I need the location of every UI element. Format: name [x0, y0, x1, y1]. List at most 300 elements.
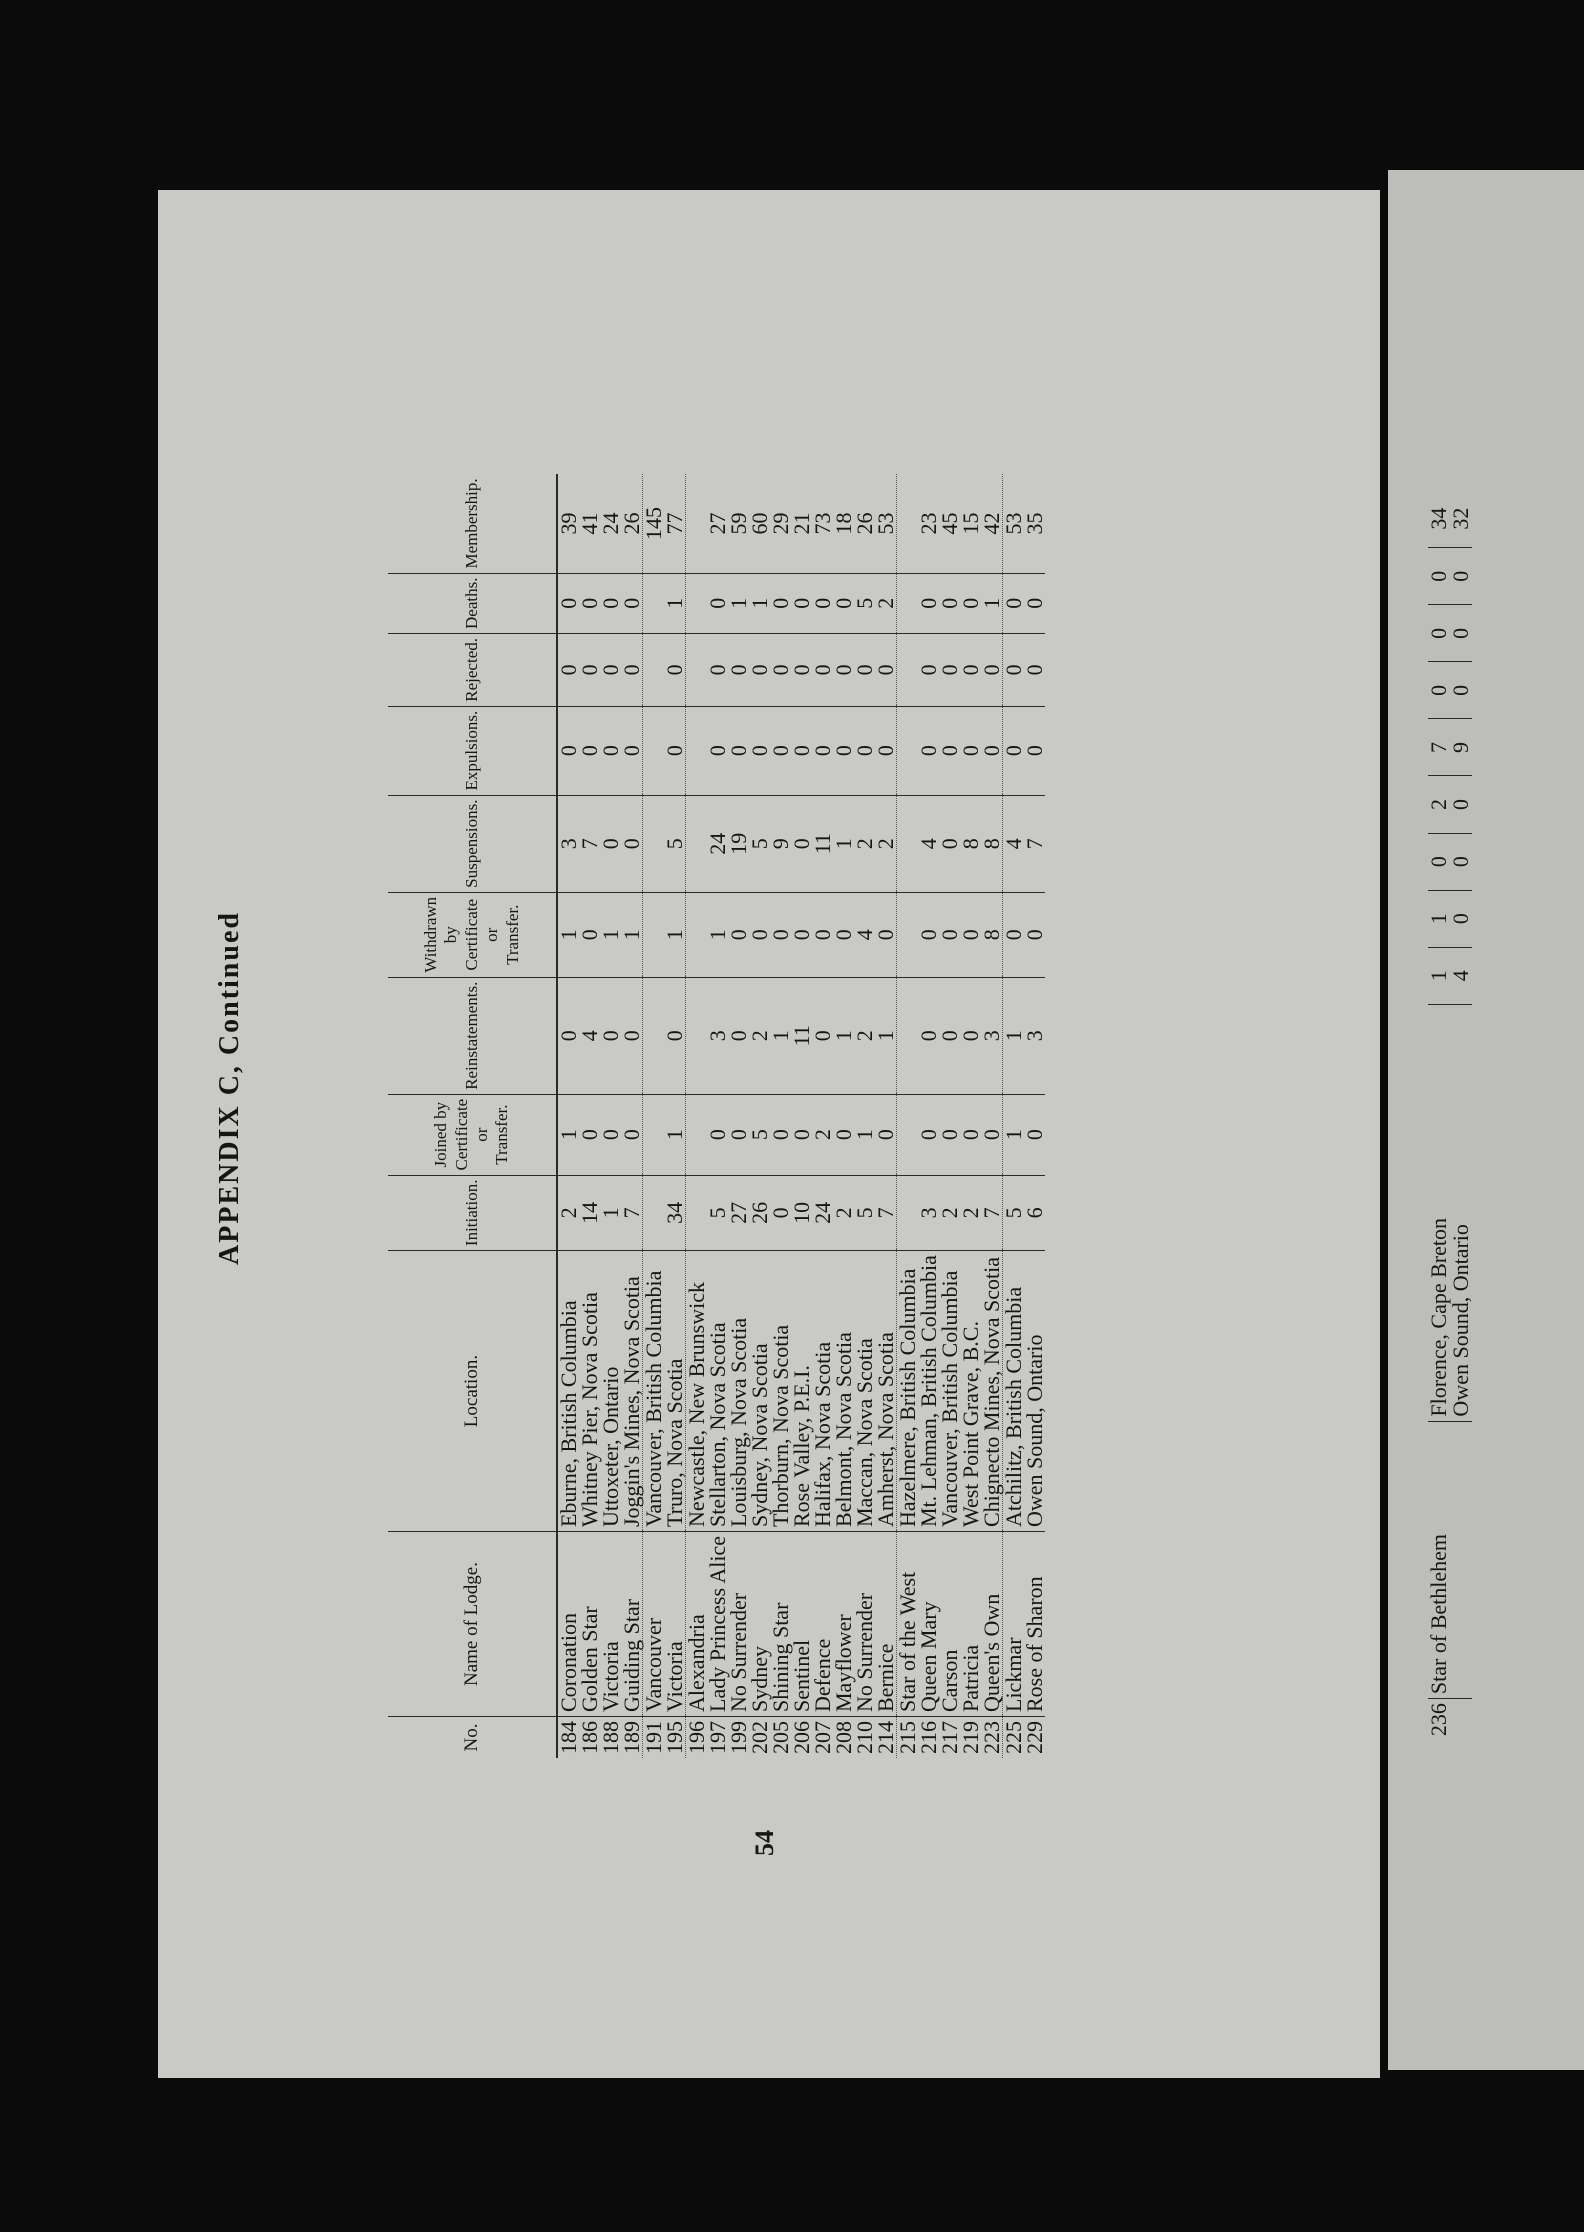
value-cell: [686, 474, 708, 573]
lodge-name-cell: Shining Star: [770, 1532, 791, 1717]
value-cell: 23: [918, 474, 939, 573]
lodge-location-cell: Owen Sound, Ontario: [1024, 1251, 1045, 1532]
value-cell: 0: [960, 573, 981, 633]
value-cell: 3: [981, 977, 1003, 1094]
value-cell: 1: [1428, 947, 1450, 1004]
value-cell: 0: [981, 706, 1003, 795]
value-cell: [686, 634, 708, 707]
value-cell: 0: [939, 573, 960, 633]
lodge-number-cell: 184: [556, 1721, 581, 1754]
value-cell: 4: [579, 977, 600, 1094]
lodge-number-cell: 225: [1003, 1717, 1025, 1759]
value-cell: [897, 474, 919, 573]
value-cell: [643, 573, 665, 633]
lodge-name-cell: Sydney: [749, 1532, 770, 1717]
value-cell: 60: [749, 474, 770, 573]
header-initiation: Initiation.: [388, 1175, 557, 1251]
page-title: APPENDIX C, Continued: [214, 911, 245, 1265]
lodge-number-cell: 207: [810, 1721, 835, 1754]
header-withdrawn: Withdrawn by Certificate or Transfer.: [388, 892, 557, 977]
value-cell: 24: [812, 1175, 833, 1251]
value-cell: 32: [1450, 490, 1472, 548]
value-cell: 0: [707, 634, 728, 707]
header-no: No.: [388, 1717, 557, 1759]
table-row: [897, 474, 919, 1758]
value-cell: 9: [770, 795, 791, 892]
value-cell: 0: [918, 1094, 939, 1175]
value-cell: 0: [1428, 662, 1450, 719]
value-cell: 0: [918, 892, 939, 977]
value-cell: [686, 573, 708, 633]
value-cell: 0: [812, 634, 833, 707]
value-cell: [686, 1175, 708, 1251]
lodge-number-cell: 205: [768, 1721, 793, 1754]
lodge-name-cell: Golden Star: [579, 1532, 600, 1717]
table-body: [557, 474, 1045, 1758]
lodge-location-cell: Atchilitz, British Columbia: [1003, 1251, 1025, 1532]
value-cell: 0: [981, 634, 1003, 707]
next-page-table: [1428, 490, 1472, 1750]
header-expulsions: Expulsions.: [388, 706, 557, 795]
lodge-name-cell: Mayflower: [833, 1532, 854, 1717]
value-cell: [686, 892, 708, 977]
value-cell: 0: [1003, 892, 1025, 977]
lodge-location-cell: Vancouver, British Columbia: [939, 1251, 960, 1532]
value-cell: 0: [791, 892, 812, 977]
next-page-edge: [1388, 170, 1584, 2070]
table-row: [600, 474, 621, 1758]
lodge-number-cell: 216: [916, 1721, 941, 1754]
lodge-location-cell: Halifax, Nova Scotia: [812, 1251, 833, 1532]
value-cell: 0: [791, 706, 812, 795]
value-cell: 0: [770, 634, 791, 707]
value-cell: 0: [557, 573, 579, 633]
value-cell: 0: [749, 634, 770, 707]
table-row: [707, 474, 728, 1758]
value-cell: [643, 706, 665, 795]
rotated-page-content: [158, 190, 1380, 2078]
lodge-number-cell: 191: [643, 1717, 665, 1759]
value-cell: 18: [833, 474, 854, 573]
value-cell: 2: [1428, 776, 1450, 833]
value-cell: 0: [812, 706, 833, 795]
value-cell: 0: [875, 634, 897, 707]
lodge-name-cell: Rose of Sharon: [1024, 1532, 1045, 1717]
value-cell: 2: [960, 1175, 981, 1251]
value-cell: 0: [918, 706, 939, 795]
value-cell: 2: [833, 1175, 854, 1251]
value-cell: 0: [833, 892, 854, 977]
value-cell: 2: [854, 795, 875, 892]
table-row: [1428, 490, 1450, 1750]
value-cell: [897, 1094, 919, 1175]
value-cell: 5: [749, 795, 770, 892]
value-cell: 0: [770, 892, 791, 977]
value-cell: 0: [707, 706, 728, 795]
table-row: [981, 474, 1003, 1758]
lodge-number-cell: 210: [852, 1721, 877, 1754]
value-cell: 0: [960, 706, 981, 795]
value-cell: 1: [833, 795, 854, 892]
value-cell: 0: [1003, 634, 1025, 707]
lodge-name-cell: Star of Bethlehem: [1428, 1421, 1450, 1699]
value-cell: 0: [791, 573, 812, 633]
value-cell: 0: [579, 573, 600, 633]
lodge-name-cell: Lady Princess Alice: [707, 1532, 728, 1717]
value-cell: 1: [664, 1094, 686, 1175]
value-cell: 1: [770, 977, 791, 1094]
lodge-location-cell: Florence, Cape Breton: [1428, 1004, 1450, 1421]
value-cell: 0: [812, 573, 833, 633]
value-cell: 6: [1024, 1175, 1045, 1251]
table-row: [749, 474, 770, 1758]
value-cell: 0: [579, 892, 600, 977]
lodge-number-cell: [1450, 1699, 1472, 1750]
value-cell: 53: [875, 474, 897, 573]
lodge-location-cell: Owen Sound, Ontario: [1450, 1004, 1472, 1421]
value-cell: 0: [1024, 892, 1045, 977]
header-location: Location.: [388, 1251, 557, 1532]
value-cell: 0: [939, 977, 960, 1094]
lodge-name-cell: Coronation: [557, 1532, 579, 1717]
value-cell: 1: [1428, 890, 1450, 947]
header-joined: Joined by Certificate or Transfer.: [388, 1094, 557, 1175]
value-cell: 0: [579, 634, 600, 707]
value-cell: 2: [875, 795, 897, 892]
value-cell: 0: [621, 706, 643, 795]
value-cell: 35: [1024, 474, 1045, 573]
lodge-location-cell: Vancouver, British Columbia: [643, 1251, 665, 1532]
value-cell: 5: [854, 573, 875, 633]
lodge-location-cell: West Point Grave, B.C.: [960, 1251, 981, 1532]
value-cell: 0: [875, 706, 897, 795]
value-cell: 0: [939, 892, 960, 977]
value-cell: 1: [600, 892, 621, 977]
value-cell: 0: [833, 573, 854, 633]
value-cell: 0: [833, 706, 854, 795]
value-cell: 0: [1024, 1094, 1045, 1175]
table-row: [557, 474, 579, 1758]
value-cell: 0: [600, 795, 621, 892]
value-cell: 0: [749, 892, 770, 977]
value-cell: 0: [1428, 548, 1450, 605]
value-cell: 7: [875, 1175, 897, 1251]
value-cell: 0: [1428, 605, 1450, 662]
lodge-name-cell: Bernice: [875, 1532, 897, 1717]
value-cell: 0: [600, 1094, 621, 1175]
value-cell: 7: [1428, 719, 1450, 776]
value-cell: 0: [664, 977, 686, 1094]
value-cell: 0: [918, 977, 939, 1094]
lodge-number-cell: 236: [1426, 1703, 1451, 1737]
value-cell: 34: [1428, 490, 1450, 548]
lodge-number-cell: 196: [686, 1717, 708, 1759]
value-cell: 0: [728, 892, 749, 977]
value-cell: 2: [854, 977, 875, 1094]
value-cell: 0: [557, 706, 579, 795]
value-cell: 1: [1003, 977, 1025, 1094]
value-cell: 0: [939, 795, 960, 892]
value-cell: 26: [621, 474, 643, 573]
value-cell: 0: [960, 1094, 981, 1175]
value-cell: 0: [875, 892, 897, 977]
value-cell: [686, 1094, 708, 1175]
lodge-name-cell: Star of the West: [897, 1532, 919, 1717]
value-cell: 4: [854, 892, 875, 977]
value-cell: 0: [600, 573, 621, 633]
lodge-location-cell: Sydney, Nova Scotia: [749, 1251, 770, 1532]
value-cell: 0: [1450, 833, 1472, 890]
value-cell: 0: [812, 977, 833, 1094]
value-cell: 0: [1024, 634, 1045, 707]
value-cell: 15: [960, 474, 981, 573]
value-cell: 0: [600, 706, 621, 795]
value-cell: 1: [557, 1094, 579, 1175]
value-cell: 2: [557, 1175, 579, 1251]
value-cell: 45: [939, 474, 960, 573]
lodge-number-cell: 229: [1022, 1721, 1047, 1754]
value-cell: 5: [707, 1175, 728, 1251]
value-cell: 1: [557, 892, 579, 977]
lodge-name-cell: Queen Mary: [918, 1532, 939, 1717]
value-cell: 21: [791, 474, 812, 573]
value-cell: 3: [918, 1175, 939, 1251]
value-cell: 11: [791, 977, 812, 1094]
value-cell: 0: [1024, 706, 1045, 795]
lodge-location-cell: Joggin's Mines, Nova Scotia: [621, 1251, 643, 1532]
value-cell: 59: [728, 474, 749, 573]
value-cell: 1: [854, 1094, 875, 1175]
header-reinstatements: Reinstatements.: [388, 977, 557, 1094]
value-cell: 27: [707, 474, 728, 573]
value-cell: 53: [1003, 474, 1025, 573]
value-cell: 0: [557, 634, 579, 707]
value-cell: 3: [557, 795, 579, 892]
lodge-name-cell: No Surrender: [728, 1532, 749, 1717]
value-cell: 7: [981, 1175, 1003, 1251]
next-page-table-body: [1428, 490, 1472, 1750]
table-row: [791, 474, 812, 1758]
lodge-location-cell: Rose Valley, P.E.I.: [791, 1251, 812, 1532]
value-cell: 0: [621, 1094, 643, 1175]
value-cell: 0: [579, 706, 600, 795]
value-cell: 0: [1450, 662, 1472, 719]
header-name-of-lodge: Name of Lodge.: [388, 1532, 557, 1717]
value-cell: [686, 977, 708, 1094]
value-cell: 0: [728, 706, 749, 795]
value-cell: 0: [833, 634, 854, 707]
value-cell: 0: [960, 977, 981, 1094]
value-cell: 0: [770, 706, 791, 795]
value-cell: 0: [1450, 776, 1472, 833]
value-cell: 5: [664, 795, 686, 892]
lodge-number-cell: 189: [619, 1721, 644, 1754]
value-cell: [643, 892, 665, 977]
lodge-number-cell: 186: [577, 1721, 602, 1754]
header-suspensions: Suspensions.: [388, 795, 557, 892]
value-cell: 0: [918, 573, 939, 633]
value-cell: 7: [621, 1175, 643, 1251]
value-cell: 24: [600, 474, 621, 573]
value-cell: 0: [875, 1094, 897, 1175]
lodge-location-cell: Louisburg, Nova Scotia: [728, 1251, 749, 1532]
value-cell: 0: [770, 573, 791, 633]
value-cell: 0: [707, 1094, 728, 1175]
lodge-name-cell: [1450, 1421, 1472, 1699]
value-cell: 34: [664, 1175, 686, 1251]
value-cell: 0: [791, 1094, 812, 1175]
value-cell: 0: [981, 1094, 1003, 1175]
value-cell: 0: [770, 1175, 791, 1251]
lodge-name-cell: Sentinel: [791, 1532, 812, 1717]
lodge-location-cell: Stellarton, Nova Scotia: [707, 1251, 728, 1532]
value-cell: 1: [875, 977, 897, 1094]
table-row: [1450, 490, 1472, 1750]
value-cell: 5: [854, 1175, 875, 1251]
lodge-location-cell: Newcastle, New Brunswick: [686, 1251, 708, 1532]
value-cell: 0: [1428, 833, 1450, 890]
value-cell: 2: [875, 573, 897, 633]
table-row: [833, 474, 854, 1758]
value-cell: 4: [1450, 947, 1472, 1004]
value-cell: [686, 795, 708, 892]
lodge-name-cell: No Surrender: [854, 1532, 875, 1717]
lodge-number-cell: 208: [831, 1721, 856, 1754]
value-cell: 29: [770, 474, 791, 573]
value-cell: 26: [749, 1175, 770, 1251]
value-cell: 0: [600, 977, 621, 1094]
value-cell: 24: [707, 795, 728, 892]
value-cell: [897, 706, 919, 795]
lodge-name-cell: Defence: [812, 1532, 833, 1717]
table-row: [918, 474, 939, 1758]
value-cell: 1: [621, 892, 643, 977]
value-cell: [643, 795, 665, 892]
lodge-number-cell: 223: [979, 1721, 1004, 1754]
lodge-name-cell: Victoria: [600, 1532, 621, 1717]
lodge-number-cell: 215: [897, 1717, 919, 1759]
value-cell: 73: [812, 474, 833, 573]
value-cell: 41: [579, 474, 600, 573]
value-cell: 0: [939, 706, 960, 795]
table-row: [770, 474, 791, 1758]
value-cell: 1: [981, 573, 1003, 633]
lodge-name-cell: Guiding Star: [621, 1532, 643, 1717]
lodge-location-cell: Hazelmere, British Columbia: [897, 1251, 919, 1532]
value-cell: 1: [728, 573, 749, 633]
header-deaths: Deaths.: [388, 573, 557, 633]
value-cell: 0: [1450, 548, 1472, 605]
lodge-location-cell: Chignecto Mines, Nova Scotia: [981, 1251, 1003, 1532]
value-cell: 0: [728, 1094, 749, 1175]
value-cell: 0: [621, 795, 643, 892]
lodge-number-cell: 206: [789, 1721, 814, 1754]
value-cell: 0: [1003, 706, 1025, 795]
value-cell: 0: [939, 1094, 960, 1175]
lodge-name-cell: Queen's Own: [981, 1532, 1003, 1717]
value-cell: 4: [918, 795, 939, 892]
value-cell: 1: [707, 892, 728, 977]
lodge-name-cell: Victoria: [664, 1532, 686, 1717]
value-cell: 0: [1024, 573, 1045, 633]
value-cell: 1: [664, 573, 686, 633]
lodge-number-cell: 195: [662, 1721, 687, 1754]
lodge-number-cell: 197: [705, 1721, 730, 1754]
lodge-name-cell: Vancouver: [643, 1532, 665, 1717]
value-cell: 3: [707, 977, 728, 1094]
value-cell: [897, 634, 919, 707]
value-cell: 2: [939, 1175, 960, 1251]
value-cell: 10: [791, 1175, 812, 1251]
table-row: [960, 474, 981, 1758]
value-cell: 8: [981, 892, 1003, 977]
header-membership: Membership.: [388, 474, 557, 573]
lodge-number-cell: 202: [747, 1721, 772, 1754]
lodge-number-cell: 199: [726, 1721, 751, 1754]
value-cell: 1: [600, 1175, 621, 1251]
lodge-location-cell: Mt. Lehman, British Columbia: [918, 1251, 939, 1532]
value-cell: 0: [812, 892, 833, 977]
value-cell: 39: [557, 474, 579, 573]
next-page-rotated-content: [1388, 170, 1584, 2070]
value-cell: 19: [728, 795, 749, 892]
value-cell: [897, 795, 919, 892]
value-cell: 5: [749, 1094, 770, 1175]
lodge-name-cell: Carson: [939, 1532, 960, 1717]
table-row: [812, 474, 833, 1758]
value-cell: 9: [1450, 719, 1472, 776]
table-row: [939, 474, 960, 1758]
table-row: [579, 474, 600, 1758]
table-row: [621, 474, 643, 1758]
value-cell: [897, 892, 919, 977]
value-cell: 5: [1003, 1175, 1025, 1251]
scanned-page: [158, 190, 1380, 2078]
value-cell: 7: [1024, 795, 1045, 892]
lodge-location-cell: Uttoxeter, Ontario: [600, 1251, 621, 1532]
value-cell: [897, 1175, 919, 1251]
value-cell: 7: [579, 795, 600, 892]
lodge-returns-table: [388, 474, 1045, 1758]
value-cell: 0: [960, 892, 981, 977]
value-cell: 14: [579, 1175, 600, 1251]
lodge-location-cell: Amherst, Nova Scotia: [875, 1251, 897, 1532]
value-cell: 0: [621, 977, 643, 1094]
value-cell: 0: [833, 1094, 854, 1175]
value-cell: 0: [960, 634, 981, 707]
table-row: [643, 474, 665, 1758]
value-cell: 0: [664, 634, 686, 707]
value-cell: 0: [770, 1094, 791, 1175]
value-cell: 1: [1003, 1094, 1025, 1175]
lodge-location-cell: Eburne, British Columbia: [557, 1251, 579, 1532]
value-cell: 145: [643, 474, 665, 573]
lodge-location-cell: Whitney Pier, Nova Scotia: [579, 1251, 600, 1532]
lodge-location-cell: Truro, Nova Scotia: [664, 1251, 686, 1532]
value-cell: 42: [981, 474, 1003, 573]
value-cell: 1: [664, 892, 686, 977]
lodge-number-cell: 217: [937, 1721, 962, 1754]
value-cell: 2: [812, 1094, 833, 1175]
value-cell: [643, 1094, 665, 1175]
value-cell: 0: [707, 573, 728, 633]
page-number: 54: [750, 1830, 779, 1856]
value-cell: 0: [664, 706, 686, 795]
value-cell: 4: [1003, 795, 1025, 892]
value-cell: 0: [918, 634, 939, 707]
lodge-location-cell: Maccan, Nova Scotia: [854, 1251, 875, 1532]
lodge-name-cell: Patricia: [960, 1532, 981, 1717]
